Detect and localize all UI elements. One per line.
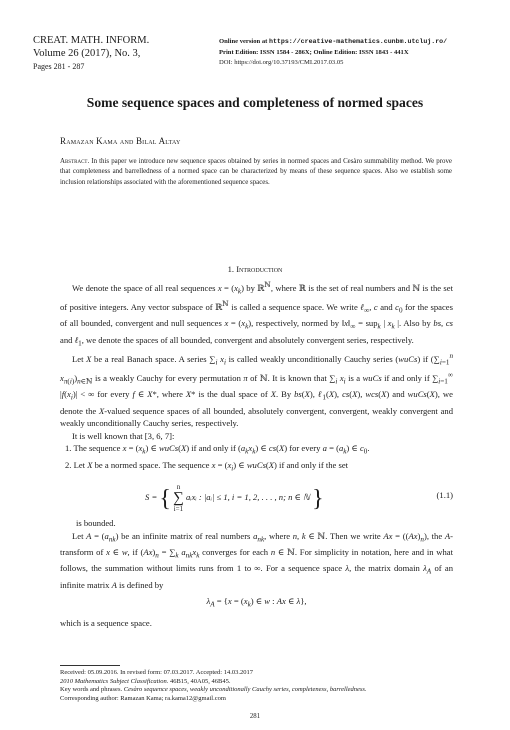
section-heading: 1. Introduction — [227, 264, 283, 274]
abstract-label: Abstract. — [60, 158, 90, 165]
footnotes — [60, 669, 367, 703]
left-brace: { — [159, 486, 171, 512]
equation-set-body: aᵢxᵢ : |aᵢ| ≤ 1, i = 1, 2, . . . , n; n ∈ ℕ — [185, 492, 310, 502]
list-item-1: 1. The sequence $x = (x_k)$ ∈ wuCs(X) if and only if $(a_kx_k)$ ∈ cs(X) for every $a = (a_k)$ ∈ $c_0$. — [65, 443, 370, 457]
abstract — [60, 157, 452, 188]
footnote-rule — [60, 665, 120, 666]
online-version — [219, 37, 447, 48]
equation-content: S = { n ∑ i=1 aᵢxᵢ : |aᵢ| ≤ 1, i = 1, 2, . . . , n; n ∈ ℕ } — [145, 483, 324, 514]
page-number: 281 — [249, 713, 261, 720]
paragraph-2: Let X be a real Banach space. A series $\sum_i$ $x_i$ is called weakly unconditionally Cauchy series (wuCs) if ($\sum_{i=1}^n$ $x_{\pi(i)})_{n\in ℕ}$ is a weakly Cauchy for every permutation π of ℕ. It is known that $\sum_i$ $x_i$ is a wuCs if and only if $\sum_{i=1}^\infty$ $|f(x_i)|$ < ∞ for every f ∈ X*, where X* is the dual space of X. By bs(X), ℓ$_1$(X), cs(X), wcs(X) and wuCs(X), we denote the X-valued sequence spaces of all bounded, absolutely convergent, convergent, weakly convergent and weakly unconditionally Cauchy series, respectively. — [60, 351, 454, 429]
msc: 2010 Mathematics Subject Classification. 46B15, 40A05, 46B45. — [60, 677, 231, 685]
received-dates: Received: 05.09.2016. In revised form: 07.03.2017. Accepted: 14.03.2017 — [60, 669, 253, 676]
bounded-text: is bounded. — [76, 518, 116, 529]
journal-pages: Pages 281 - 287 — [33, 62, 85, 71]
online-label: Online version at — [219, 38, 268, 45]
journal-header — [33, 34, 149, 73]
paragraph-5: which is a sequence space. — [60, 618, 152, 629]
equation-number: (1.1) — [436, 490, 453, 501]
paragraph-4: Let $A = (a_{nk})$ be an infinite matrix of real numbers $a_{nk}$, where n, k ∈ ℕ. Then we write $Ax = ((Ax)_n)$, the A-transform of x ∈ w, if $(Ax)_n = \sum_k$ $a_{nk}x_k$ converges for each n ∈ ℕ. For simplicity in notation, here and in what follows, the summation without limits runs from 1 to ∞. For a sequence space λ, the matrix domain $\lambda_A$ of an infinite matrix A is defined by — [60, 530, 454, 590]
paragraph-3: It is well known that [3, 6, 7]: — [72, 430, 175, 441]
journal-name: CREAT. MATH. INFORM. — [33, 35, 150, 46]
keywords: Key words and phrases. Cesàro sequence spaces, weakly unconditionally Cauchy series, completeness, barrelledness. — [60, 686, 367, 694]
right-brace: } — [312, 486, 324, 512]
paper-authors: Ramazan Kama and Bilal Altay — [60, 136, 181, 146]
paragraph-1: We denote the space of all real sequences $x = (x_k)$ by ℝ$^ℕ$, where ℝ is the set of real numbers and ℕ is the set of positive integers. Any vector subspace of ℝ$^ℕ$ is called a sequence space. We write ℓ$_\infty$, c and $c_0$ for the spaces of all bounded, convergent and null sequences $x = (x_k)$, respectively, normed by $‖x‖_\infty = sup_k$ | $x_k$ |. Also by bs, cs and ℓ$_1$, we denote the spaces of all bounded, convergent and absolutely convergent series, respectively. — [60, 281, 453, 348]
list-item-2: 2. Let X be a normed space. The sequence $x = (x_i)$ ∈ wuCs(X) if and only if the set — [65, 459, 349, 473]
doi[interactable]: DOI: https://doi.org/10.37193/CMI.2017.03.05 — [219, 59, 344, 66]
equation-1-1 — [60, 477, 453, 515]
journal-volume: Volume 26 (2017), No. 3, — [33, 48, 141, 59]
display-equation-lambda: $\lambda_A = \{x = (x_k)$ ∈ w : Ax ∈ λ}, — [206, 596, 307, 609]
issn: Print Edition: ISSN 1584 - 286X; Online Edition: ISSN 1843 - 441X — [219, 48, 409, 56]
body-text — [60, 279, 453, 630]
corresponding-author: Corresponding author: Ramazan Kama; ra.kama12@gmail.com — [60, 694, 226, 702]
publication-info — [219, 37, 447, 69]
abstract-text: In this paper we introduce new sequence spaces obtained by series in normed spaces and Cesàro summability method. We prove that completeness and barrelledness of a normed space can be characterized by means of these sequence spaces. Also we establish some inclusion relationships associated with the aforementioned sequence spaces. — [60, 158, 452, 186]
online-url[interactable]: https://creative-mathematics.cunbm.utcluj.ro/ — [269, 38, 448, 45]
sum-symbol: n ∑ i=1 — [173, 483, 184, 514]
paper-title: Some sequence spaces and completeness of normed spaces — [86, 95, 424, 110]
